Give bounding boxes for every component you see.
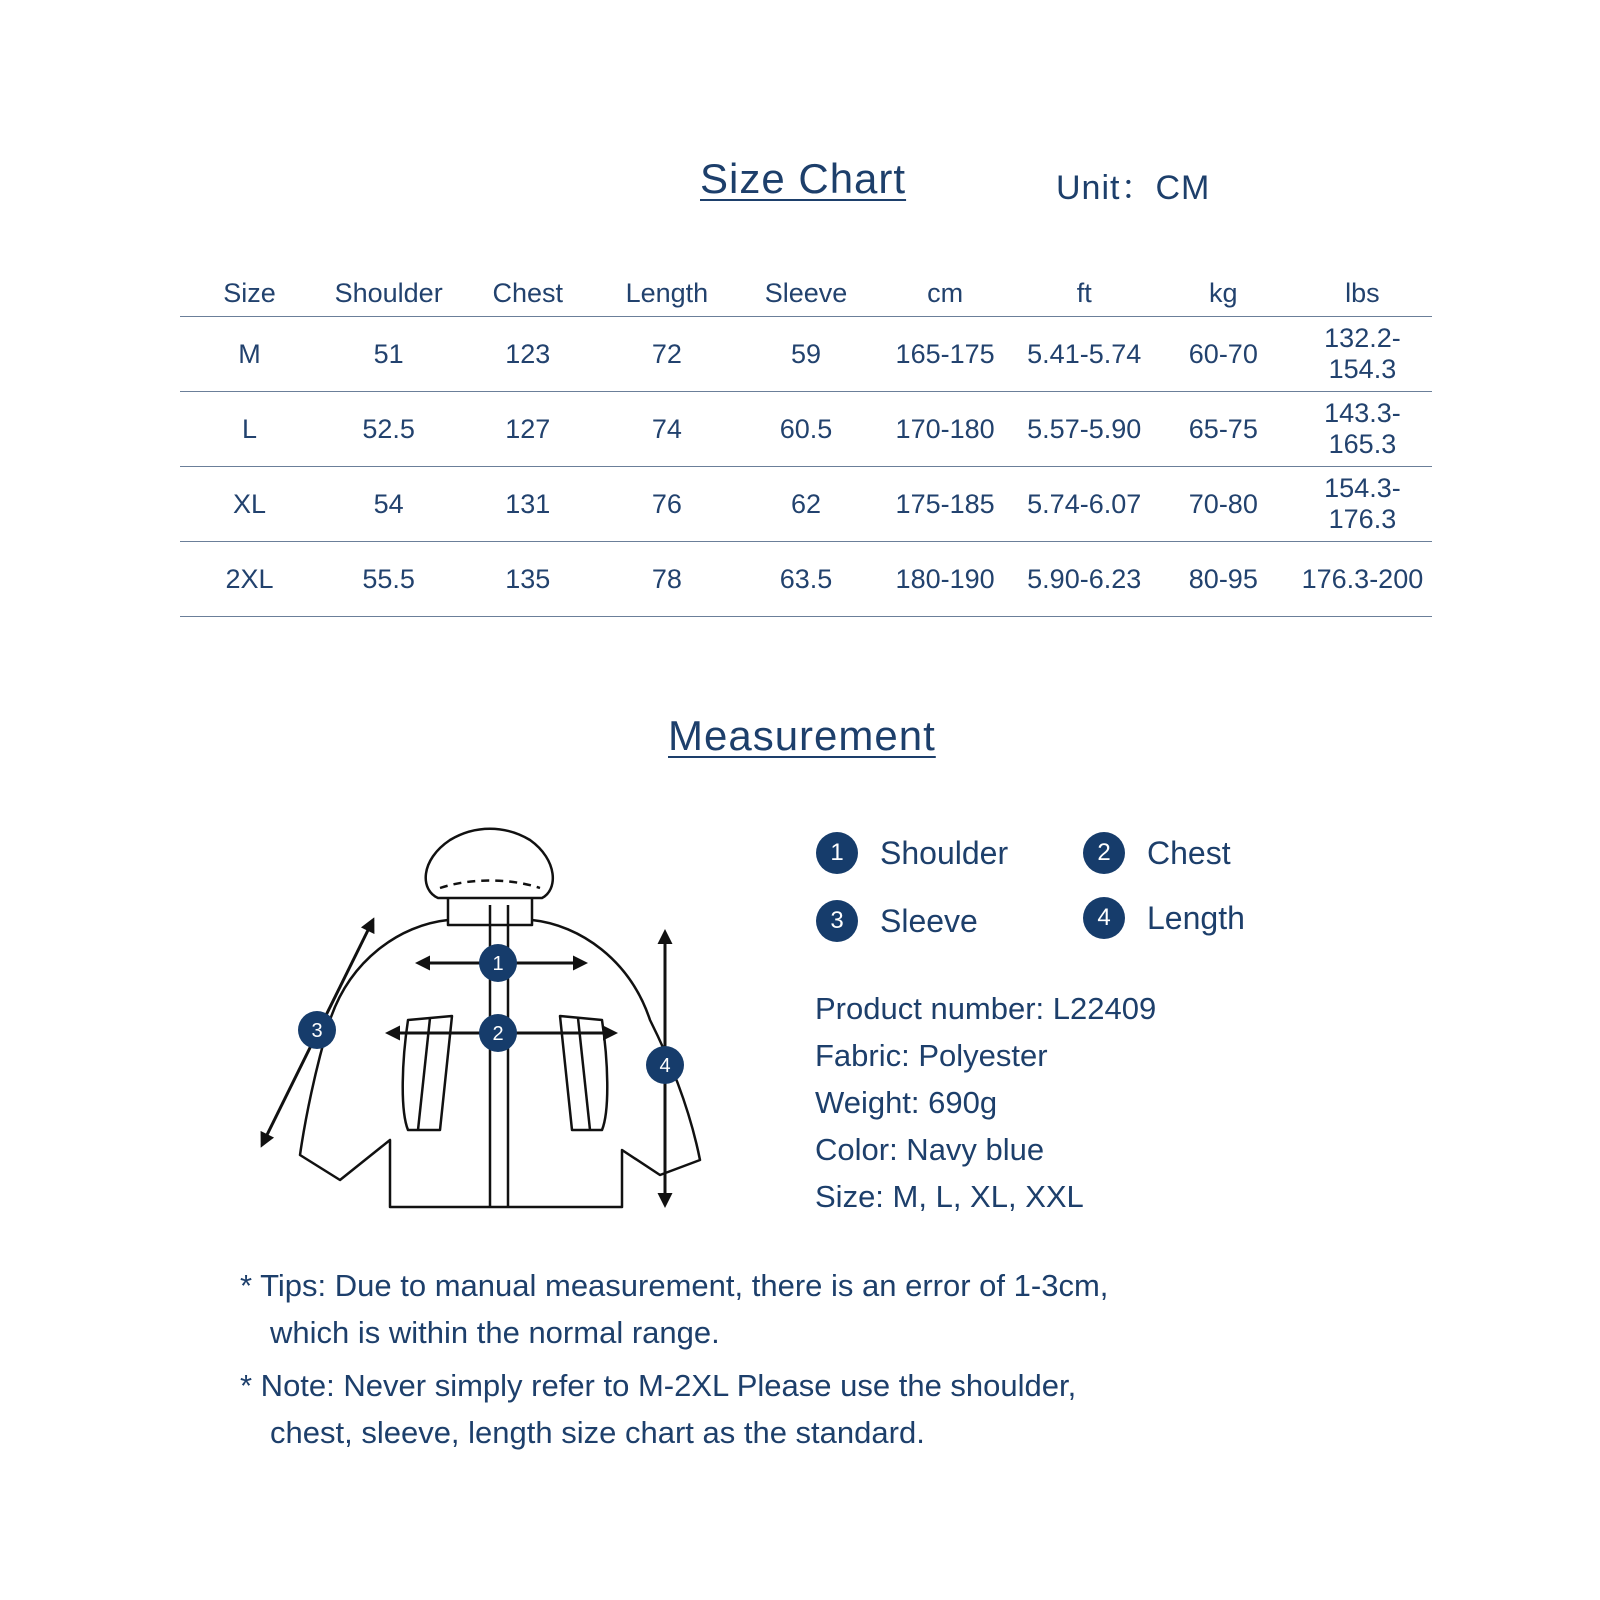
column-header: Size	[180, 270, 319, 317]
table-cell: 63.5	[736, 542, 875, 617]
measurement-title: Measurement	[668, 712, 936, 759]
tip-note	[240, 1262, 1108, 1356]
standard-note	[240, 1362, 1108, 1456]
table-cell: 176.3-200	[1293, 542, 1432, 617]
table-cell: 170-180	[876, 392, 1015, 467]
legend-badge: 3	[816, 900, 858, 942]
table-cell: 76	[597, 467, 736, 542]
table-cell: L	[180, 392, 319, 467]
table-cell: M	[180, 317, 319, 392]
table-cell: 5.74-6.07	[1015, 467, 1154, 542]
size-table	[180, 270, 1432, 617]
table-cell: 65-75	[1154, 392, 1293, 467]
table-row	[180, 392, 1432, 467]
legend-label: Length	[1147, 899, 1245, 936]
table-cell: 80-95	[1154, 542, 1293, 617]
legend-length	[1083, 897, 1245, 939]
table-cell: 54	[319, 467, 458, 542]
table-cell: 154.3-176.3	[1293, 467, 1432, 542]
table-cell: 52.5	[319, 392, 458, 467]
table-cell: 175-185	[876, 467, 1015, 542]
column-header: Chest	[458, 270, 597, 317]
table-row	[180, 317, 1432, 392]
marker-2-label: 2	[492, 1023, 504, 1045]
product-size: Size: M, L, XL, XXL	[815, 1179, 1084, 1214]
legend-badge: 1	[816, 832, 858, 874]
table-cell: 78	[597, 542, 736, 617]
table-cell: 74	[597, 392, 736, 467]
table-cell: 180-190	[876, 542, 1015, 617]
legend-shoulder	[816, 832, 1008, 874]
table-cell: 127	[458, 392, 597, 467]
table-cell: 70-80	[1154, 467, 1293, 542]
table-cell: 5.90-6.23	[1015, 542, 1154, 617]
legend-sleeve	[816, 900, 978, 942]
table-cell: 62	[736, 467, 875, 542]
legend-label: Chest	[1147, 834, 1231, 871]
note-line-2: chest, sleeve, length size chart as the standard.	[270, 1415, 925, 1450]
table-header-row	[180, 270, 1432, 317]
table-cell: 2XL	[180, 542, 319, 617]
product-info	[815, 985, 1156, 1220]
table-cell: 123	[458, 317, 597, 392]
table-cell: 135	[458, 542, 597, 617]
table-cell: 5.41-5.74	[1015, 317, 1154, 392]
column-header: Shoulder	[319, 270, 458, 317]
legend-badge: 2	[1083, 832, 1125, 874]
table-cell: 60-70	[1154, 317, 1293, 392]
table-cell: 143.3-165.3	[1293, 392, 1432, 467]
table-cell: XL	[180, 467, 319, 542]
table-cell: 132.2-154.3	[1293, 317, 1432, 392]
marker-1-label: 1	[492, 953, 504, 975]
column-header: ft	[1015, 270, 1154, 317]
jacket-diagram	[240, 820, 720, 1220]
product-weight: Weight: 690g	[815, 1085, 998, 1120]
table-cell: 60.5	[736, 392, 875, 467]
legend-label: Sleeve	[880, 902, 978, 939]
table-cell: 59	[736, 317, 875, 392]
legend-chest	[1083, 832, 1231, 874]
marker-4-label: 4	[659, 1055, 671, 1077]
table-cell: 72	[597, 317, 736, 392]
notes	[240, 1262, 1108, 1462]
column-header: Sleeve	[736, 270, 875, 317]
column-header: kg	[1154, 270, 1293, 317]
product-number: Product number: L22409	[815, 991, 1157, 1026]
column-header: lbs	[1293, 270, 1432, 317]
size-chart-title: Size Chart	[700, 155, 907, 202]
table-row	[180, 467, 1432, 542]
table-row	[180, 542, 1432, 617]
table-cell: 131	[458, 467, 597, 542]
unit-label: Unit：CM	[1056, 169, 1211, 207]
marker-3-label: 3	[311, 1020, 323, 1042]
legend-label: Shoulder	[880, 834, 1009, 871]
table-cell: 5.57-5.90	[1015, 392, 1154, 467]
product-color: Color: Navy blue	[815, 1132, 1045, 1167]
product-fabric: Fabric: Polyester	[815, 1038, 1048, 1073]
measure-arrows	[262, 920, 665, 1205]
column-header: cm	[876, 270, 1015, 317]
column-header: Length	[597, 270, 736, 317]
note-line-1: * Note: Never simply refer to M-2XL Please use the shoulder,	[240, 1368, 1077, 1403]
legend-badge: 4	[1083, 897, 1125, 939]
tip-line-2: which is within the normal range.	[270, 1315, 720, 1350]
tip-line-1: * Tips: Due to manual measurement, there is an error of 1-3cm,	[240, 1268, 1109, 1303]
table-cell: 55.5	[319, 542, 458, 617]
table-cell: 165-175	[876, 317, 1015, 392]
table-cell: 51	[319, 317, 458, 392]
